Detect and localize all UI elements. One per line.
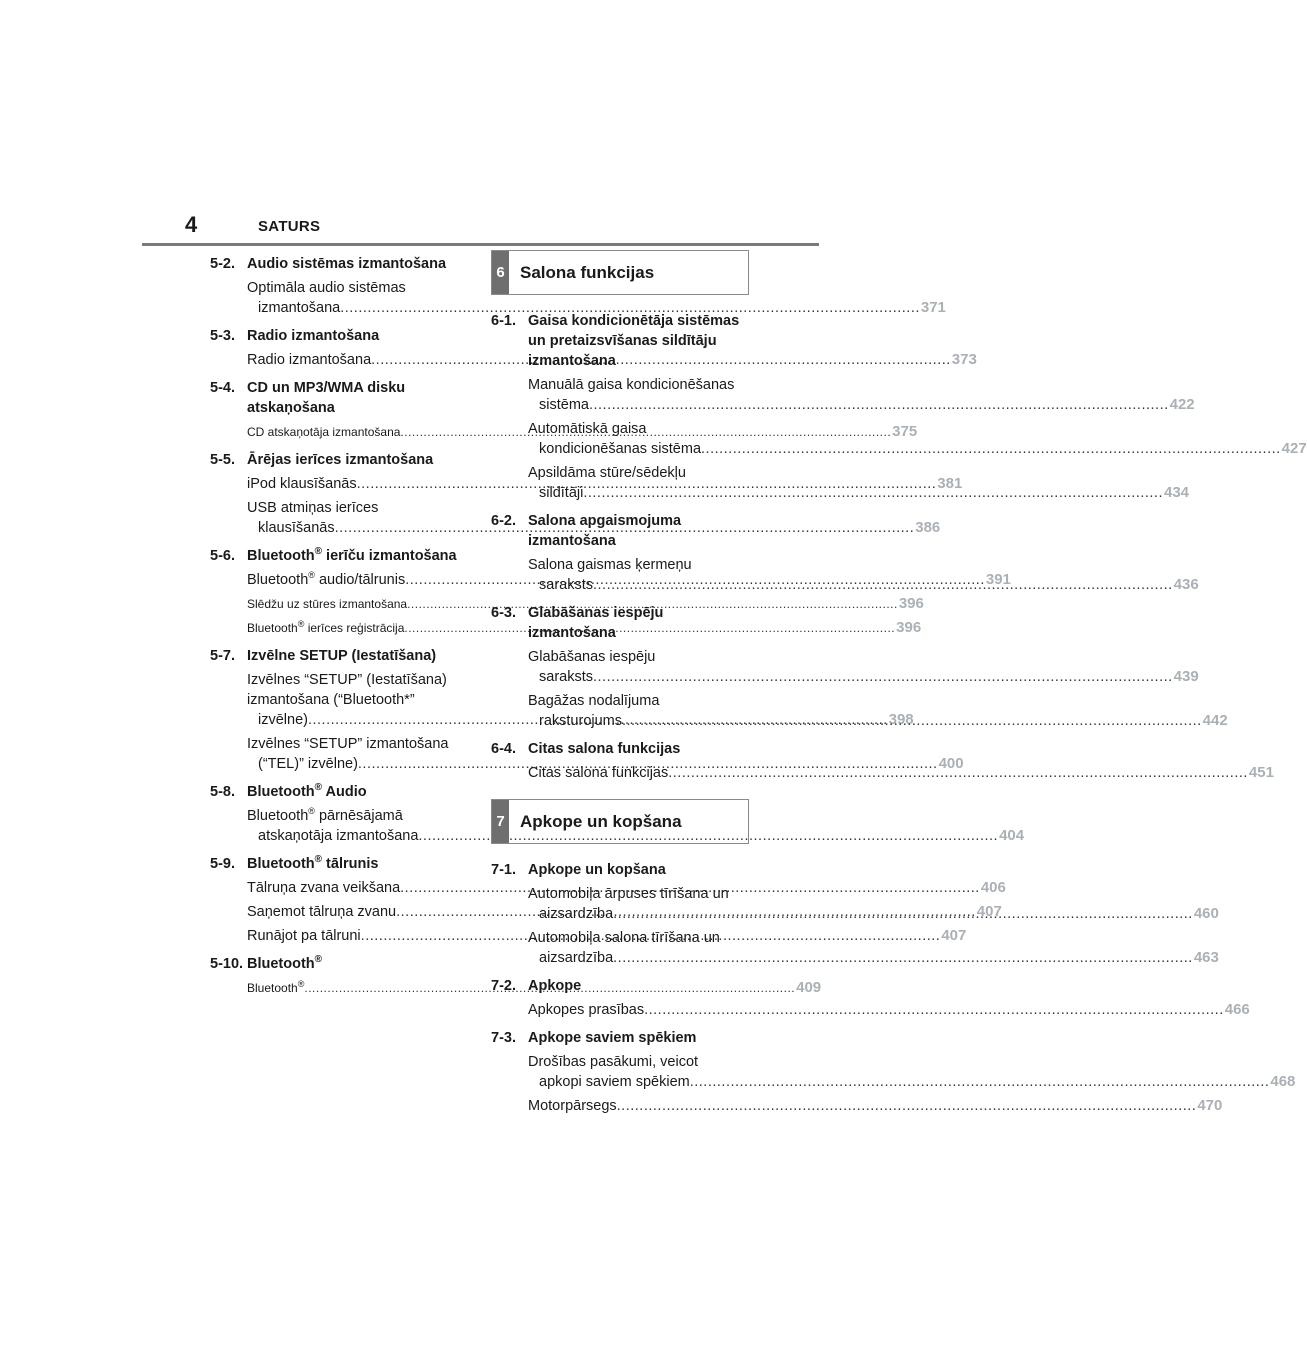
toc-entry-text: Bluetooth® ierīces reģistrācija [247,619,405,635]
section-number: 5-10. [210,956,244,972]
toc-entry-text: atskaņotāja izmantošana [258,828,419,844]
dot-leader [701,441,1281,457]
toc-page-number: 427 [1281,440,1307,457]
section-heading [210,254,467,274]
toc-entry[interactable] [491,375,1195,415]
toc-page-number: 439 [1173,668,1199,685]
toc-entry-leader-line [247,350,977,370]
registered-mark: ® [314,546,323,558]
dot-leader [690,1074,1270,1090]
page-header-title: SATURS [258,218,321,235]
toc-entry-text: raksturojums [539,713,622,729]
toc-page-number: 398 [888,711,914,728]
toc-entry-text: Automobiļa ārpuses tīrīšana un [528,886,729,902]
toc-entry-leader-line [528,1000,1250,1020]
section-title: CD un MP3/WMA disku atskaņošana [247,380,406,416]
dot-leader [622,713,1202,729]
section-number: 5-9. [210,856,235,872]
toc-entry-text: Motorpārsegs [528,1098,617,1114]
toc-entry-text: Radio izmantošana [247,352,372,368]
toc-entry-text: iPod klausīšanās [247,476,357,492]
section-heading [210,326,467,346]
toc-entry-text: Apkopes prasības [528,1002,645,1018]
page-number: 4 [185,212,198,237]
toc-page-number: 409 [796,979,822,996]
toc-entry-leader-line [528,439,1307,459]
section-title: Bluetooth® [247,954,323,972]
section-number: 5-7. [210,648,235,664]
toc-entry-leader-line [528,1096,1223,1116]
toc-entry-text: CD atskaņotāja izmantošana [247,425,401,439]
section-number: 5-5. [210,452,235,468]
dot-leader [613,906,1193,922]
section-number: 6-2. [491,513,516,529]
toc-entry-text: Automātiskā gaisa [528,421,647,437]
registered-mark: ® [297,979,305,989]
registered-mark: ® [297,619,305,629]
toc-page-number: 434 [1163,484,1190,501]
section-title: Radio izmantošana [247,328,380,344]
toc-page-number: 396 [898,595,924,612]
toc-entry-text: USB atmiņas ierīces [247,500,379,516]
toc-entry-text: kondicionēšanas sistēma [539,441,702,457]
toc-page-number: 386 [915,519,941,536]
toc-page-number: 463 [1193,949,1219,966]
toc-entry-text: Citas salona funkcijas [528,765,669,781]
toc-page-number: 407 [976,903,1002,920]
toc-page-number: 460 [1193,905,1219,922]
toc-entry-text: saraksts [539,669,593,685]
toc-entry-text: klausīšanās [258,520,335,536]
toc-entry-leader-line [528,395,1195,415]
section-number: 5-4. [210,380,235,396]
dot-leader [668,763,1248,783]
section-number: 7-1. [491,862,516,878]
section-heading [210,546,467,566]
toc-entry[interactable] [491,1052,1296,1092]
registered-mark: ® [314,854,323,866]
section-title: Apkope [528,978,582,994]
dot-leader [583,485,1163,501]
dot-leader [593,669,1173,685]
chapter-title: Apkope un kopšana [520,811,682,831]
toc-entry-text: izmantošana (“Bluetooth*” [247,692,415,708]
section-title: Citas salona funkcijas [528,741,681,757]
section-number: 5-6. [210,548,235,564]
header-rule [142,243,819,246]
toc-page-number: 451 [1248,764,1274,781]
chapter-title: Salona funkcijas [520,262,655,282]
section-number: 5-3. [210,328,235,344]
toc-page-number: 406 [980,879,1006,896]
section-number: 6-1. [491,313,516,329]
toc-entry[interactable] [491,1096,1223,1116]
section-title: Gaisa kondicionētāja sistēmas un pretaizsvīšanas sildītāju izmantošana [528,313,740,369]
toc-entry-text: Manuālā gaisa kondicionēšanas [528,377,735,393]
toc-entry-leader-line [247,298,946,318]
toc-entry-text: Automobiļa salona tīrīšana un [528,930,720,946]
section-title: Audio sistēmas izmantošana [247,256,447,272]
section-number: 7-3. [491,1030,516,1046]
section-heading [491,603,749,643]
toc-entry-text: apkopi saviem spēkiem [539,1074,690,1090]
section-number: 5-8. [210,784,235,800]
section-heading [491,739,749,759]
section-heading [491,1028,749,1048]
registered-mark: ® [314,782,323,794]
section-title: Bluetooth® Audio [247,782,367,800]
chapter-number-tab: 6 [492,251,509,294]
toc-entry-text: sildītāji [539,485,584,501]
toc-entry-text: Bluetooth® pārnēsājamā [247,806,403,824]
toc-entry-text: Bagāžas nodalījuma [528,693,660,709]
dot-leader [613,950,1193,966]
toc-page-number: 396 [896,619,922,636]
toc-entry-text: Slēdžu uz stūres izmantošana [247,597,408,611]
section-number: 6-4. [491,741,516,757]
toc-entry-text: Optimāla audio sistēmas [247,280,406,296]
toc-entry-text: Izvēlnes “SETUP” izmantošana [247,736,449,752]
toc-entry-text: Drošības pasākumi, veicot [528,1054,699,1070]
toc-entry-text: Runājot pa tālruni [247,928,361,944]
dot-leader [644,1000,1224,1020]
toc-page-number: 422 [1169,396,1195,413]
toc-entry-text: Bluetooth® [247,979,305,995]
section-heading [210,450,467,470]
toc-page-number: 391 [985,571,1011,588]
toc-entry-text: Izvēlnes “SETUP” (Iestatīšana) [247,672,447,688]
section-number: 6-3. [491,605,516,621]
toc-page-number: 442 [1202,712,1228,729]
toc-entry-text: aizsardzība [539,906,614,922]
toc-page-number: 470 [1197,1097,1223,1114]
toc-entry-text: Tālruņa zvana veikšana [247,880,401,896]
section-heading [210,378,467,418]
section-title: Glabāšanas iespēju izmantošana [528,605,664,641]
toc-entry[interactable] [210,278,946,318]
chapter-number-tab: 7 [492,800,509,843]
section-title: Apkope un kopšana [528,862,666,878]
toc-entry-text: aizsardzība [539,950,614,966]
toc-entry-text: izmantošana [258,300,341,316]
toc-page-number: 381 [937,475,963,492]
toc-entry[interactable] [491,647,1199,687]
dot-leader [589,397,1169,413]
section-title: Apkope saviem spēkiem [528,1030,697,1046]
toc-page-number: 466 [1224,1001,1250,1018]
section-heading [210,782,467,802]
chapter-heading-6 [491,250,749,295]
toc-page-number: 404 [999,827,1025,844]
toc-entry-text: Glabāšanas iespēju [528,649,656,665]
section-heading [491,511,749,551]
section-number: 5-2. [210,256,235,272]
toc-entry-text: (“TEL)” izvēlne) [258,756,358,772]
toc-entry-text: Apsildāma stūre/sēdekļu [528,465,686,481]
section-heading [210,854,467,874]
dot-leader [617,1096,1197,1116]
chapter-heading-7 [491,799,749,844]
section-title: Bluetooth® ierīču izmantošana [247,546,457,564]
toc-entry-text: Saņemot tālruņa zvanu [247,904,397,920]
toc-entry[interactable] [210,350,977,370]
dot-leader [593,577,1173,593]
toc-page-number: 375 [892,423,918,440]
toc-entry-leader-line [528,948,1219,968]
section-title: Salona apgaismojuma izmantošana [528,513,682,549]
section-title: Bluetooth® tālrunis [247,854,379,872]
toc-page-number: 371 [920,299,946,316]
toc-page-number: 407 [941,927,967,944]
toc-entry-text: Salona gaismas ķermeņu [528,557,692,573]
toc-entry-text: saraksts [539,577,593,593]
section-title: Ārējas ierīces izmantošana [247,452,434,468]
toc-page-number: 373 [951,351,977,368]
toc-entry-leader-line [247,826,1025,846]
toc-page-number: 468 [1270,1073,1296,1090]
section-heading [210,954,467,974]
toc-entry-text: Bluetooth® audio/tālrunis [247,570,406,588]
registered-mark: ® [314,954,323,966]
section-heading [210,646,467,666]
registered-mark: ® [308,806,315,817]
toc-entry-text: sistēma [539,397,589,413]
section-title: Izvēlne SETUP (Iestatīšana) [247,648,437,664]
toc-entry[interactable] [491,1000,1250,1020]
registered-mark: ® [308,570,315,581]
section-heading [491,976,749,996]
toc-page-number: 400 [938,755,964,772]
section-heading [491,860,749,880]
toc-entry-leader-line [528,1072,1296,1092]
toc-page-number: 436 [1173,576,1199,593]
toc-entry-leader-line [528,667,1199,687]
section-number: 7-2. [491,978,516,994]
toc-entry-text: izvēlne) [258,712,308,728]
section-heading [491,311,749,371]
